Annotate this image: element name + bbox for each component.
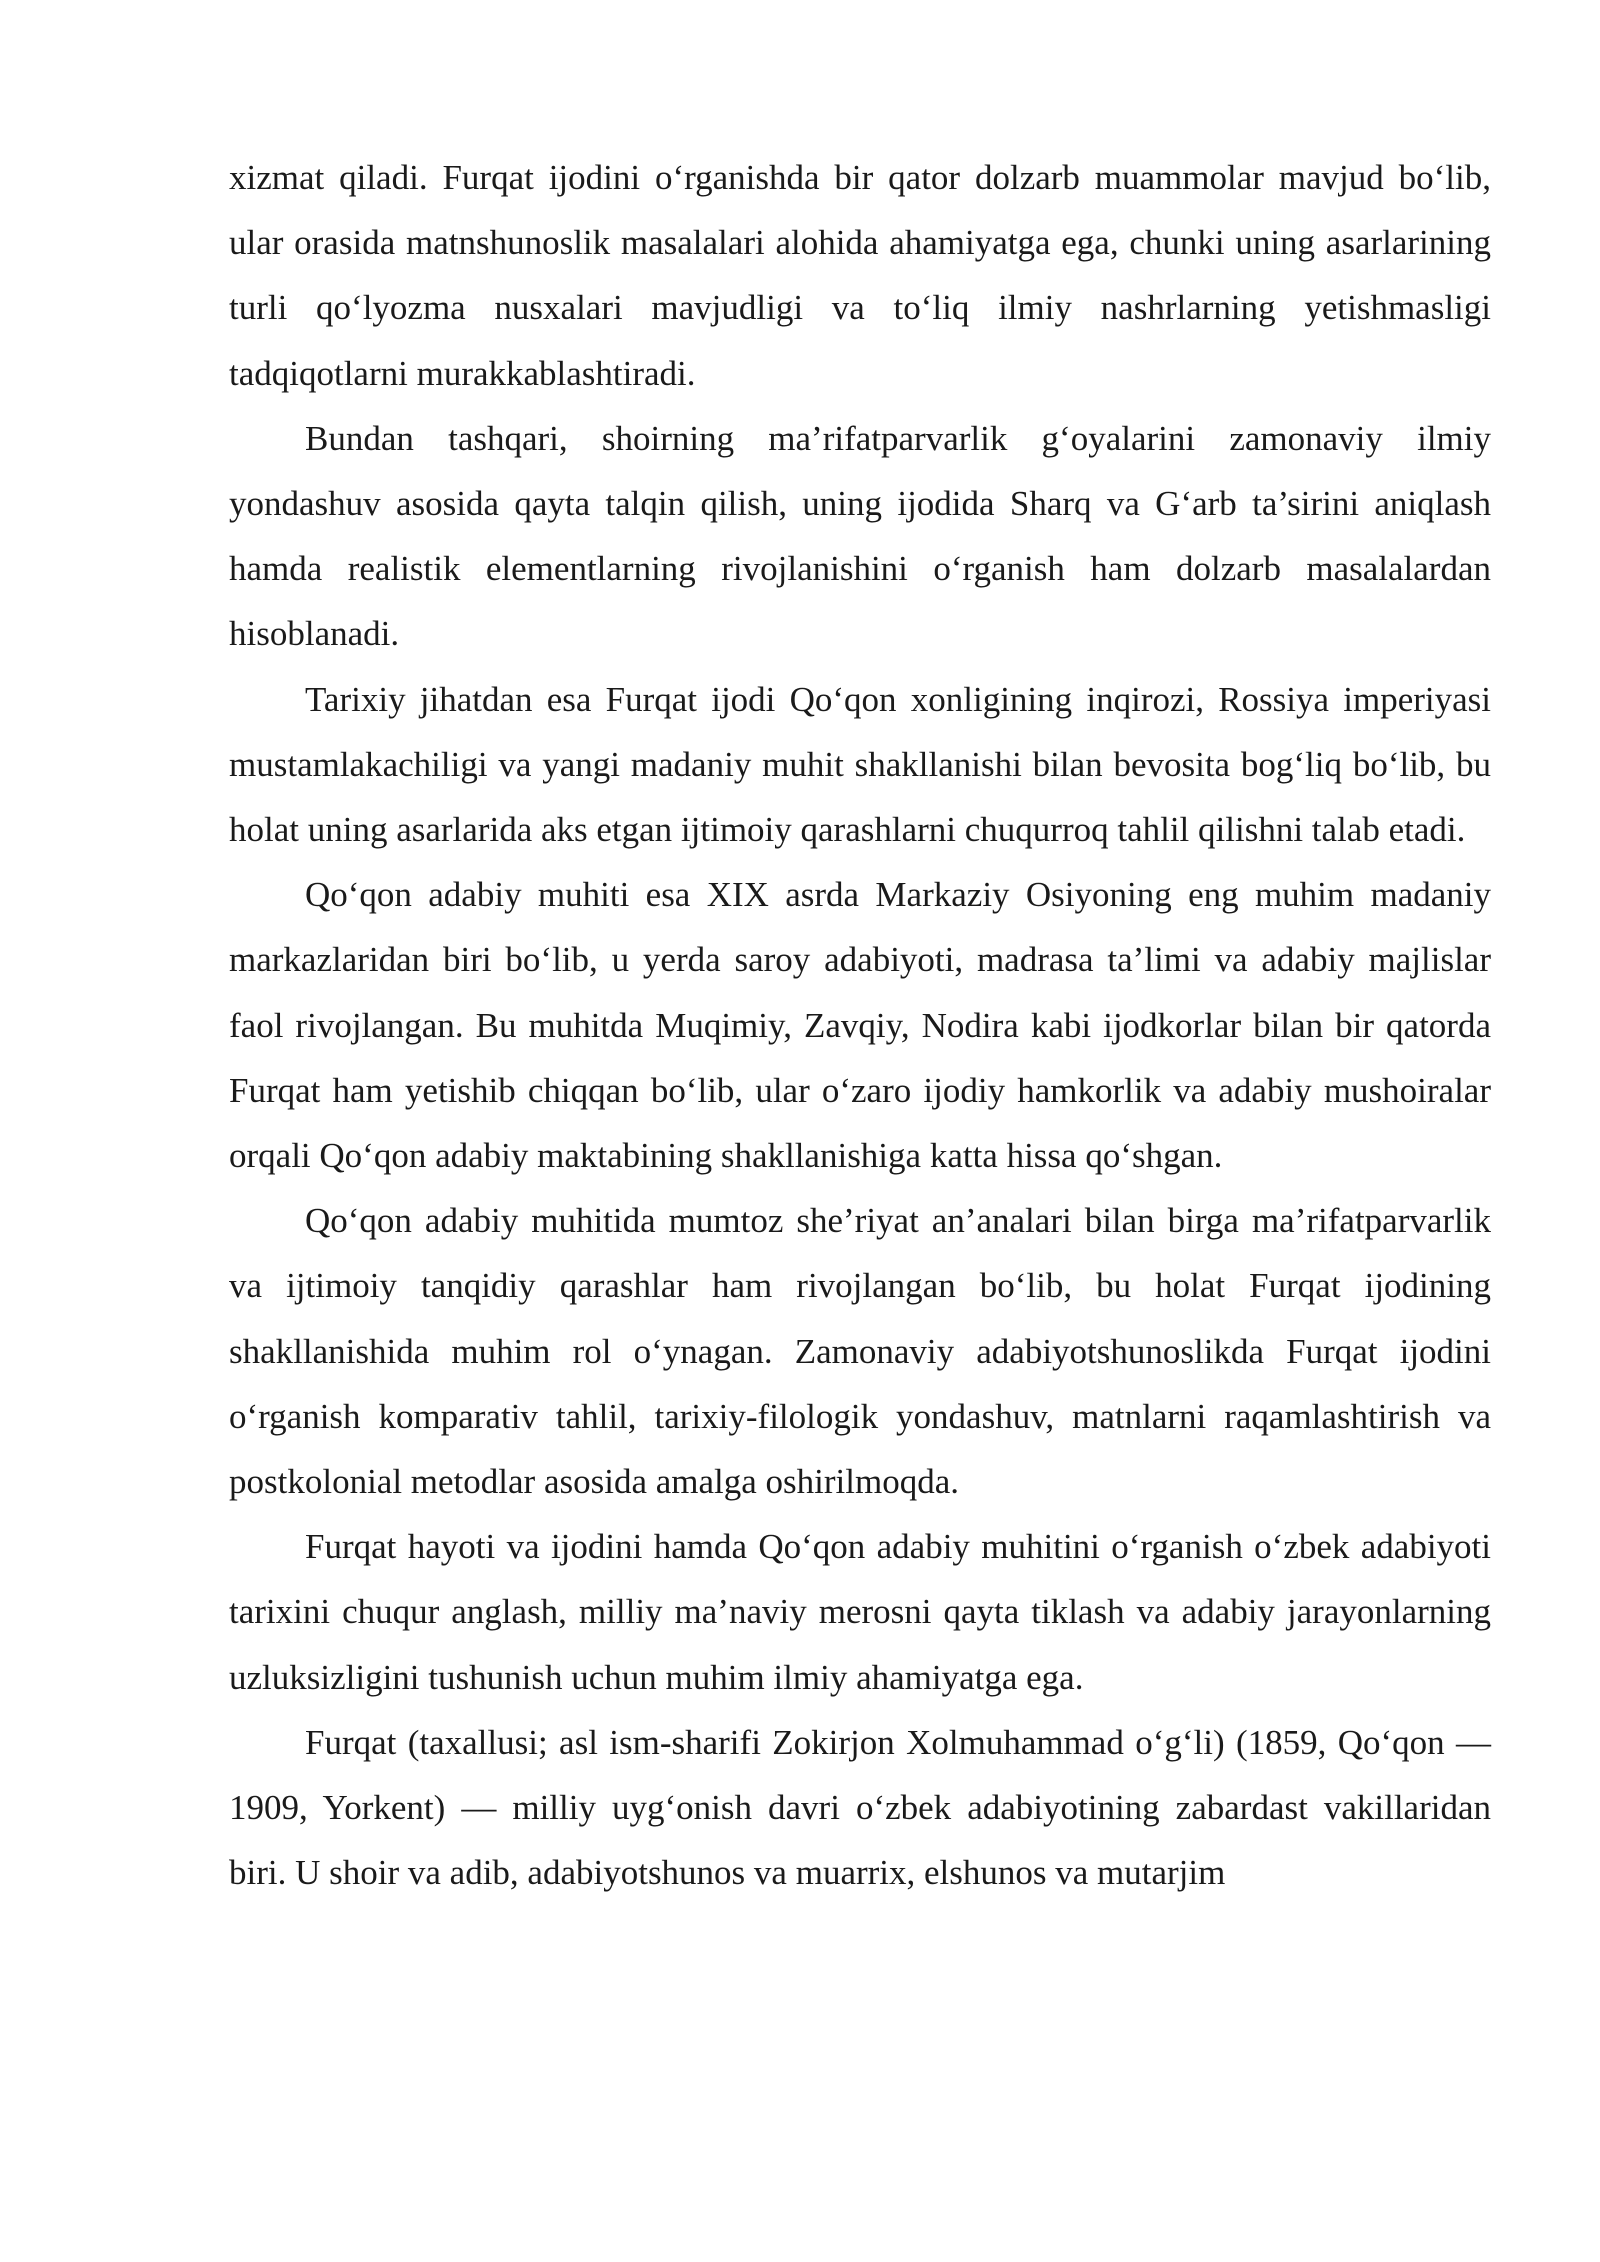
paragraph: Qo‘qon adabiy muhitida mumtoz she’riyat an’analari bilan birga ma’rifatparvarlik va ijtimoiy tanqidiy qarashlar ham rivojlangan bo‘lib, bu holat Furqat ijodining shakllanishida muhim rol o‘ynagan. Zamonaviy adabiyotshunoslikda Furqat ijodini o‘rganish komparativ tahlil, tarixiy-filologik yondashuv, matnlarni raqamlashtirish va postkolonial metodlar asosida amalga oshirilmoqda. <box>229 1201 1491 1502</box>
body-text <box>229 145 1491 1905</box>
paragraph: Qo‘qon adabiy muhiti esa XIX asrda Markaziy Osiyoning eng muhim madaniy markazlaridan biri bo‘lib, u yerda saroy adabiyoti, madrasa ta’limi va adabiy majlislar faol rivojlangan. Bu muhitda Muqimiy, Zavqiy, Nodira kabi ijodkorlar bilan bir qatorda Furqat ham yetishib chiqqan bo‘lib, ular o‘zaro ijodiy hamkorlik va adabiy mushoiralar orqali Qo‘qon adabiy maktabining shakllanishiga katta hissa qo‘shgan. <box>229 875 1491 1176</box>
paragraph: Tarixiy jihatdan esa Furqat ijodi Qo‘qon xonligining inqirozi, Rossiya imperiyasi mustamlakachiligi va yangi madaniy muhit shakllanishi bilan bevosita bog‘liq bo‘lib, bu holat uning asarlarida aks etgan ijtimoiy qarashlarni chuqurroq tahlil qilishni talab etadi. <box>229 679 1491 850</box>
paragraph: Furqat (taxallusi; asl ism-sharifi Zokirjon Xolmuhammad o‘g‘li) (1859, Qo‘qon —1909, Yorkent) — milliy uyg‘onish davri o‘zbek adabiyotining zabardast vakillaridan biri. U shoir va adib, adabiyotshunos va muarrix, elshunos va mutarjim <box>229 1722 1491 1893</box>
paragraph: Furqat hayoti va ijodini hamda Qo‘qon adabiy muhitini o‘rganish o‘zbek adabiyoti tarixini chuqur anglash, milliy ma’naviy merosni qayta tiklash va adabiy jarayonlarning uzluksizligini tushunish uchun muhim ilmiy ahamiyatga ega. <box>229 1527 1491 1697</box>
paragraph: Bundan tashqari, shoirning ma’rifatparvarlik g‘oyalarini zamonaviy ilmiy yondashuv asosida qayta talqin qilish, uning ijodida Sharq va G‘arb ta’sirini aniqlash hamda realistik elementlarning rivojlanishini o‘rganish ham dolzarb masalalardan hisoblanadi. <box>229 418 1491 654</box>
paragraph-continued: xizmat qiladi. Furqat ijodini o‘rganishda bir qator dolzarb muammolar mavjud bo‘lib, ular orasida matnshunoslik masalalari alohida ahamiyatga ega, chunki uning asarlarining turli qo‘lyozma nusxalari mavjudligi va to‘liq ilmiy nashrlarning yetishmasligi tadqiqotlarni murakkablashtiradi. <box>229 158 1491 393</box>
